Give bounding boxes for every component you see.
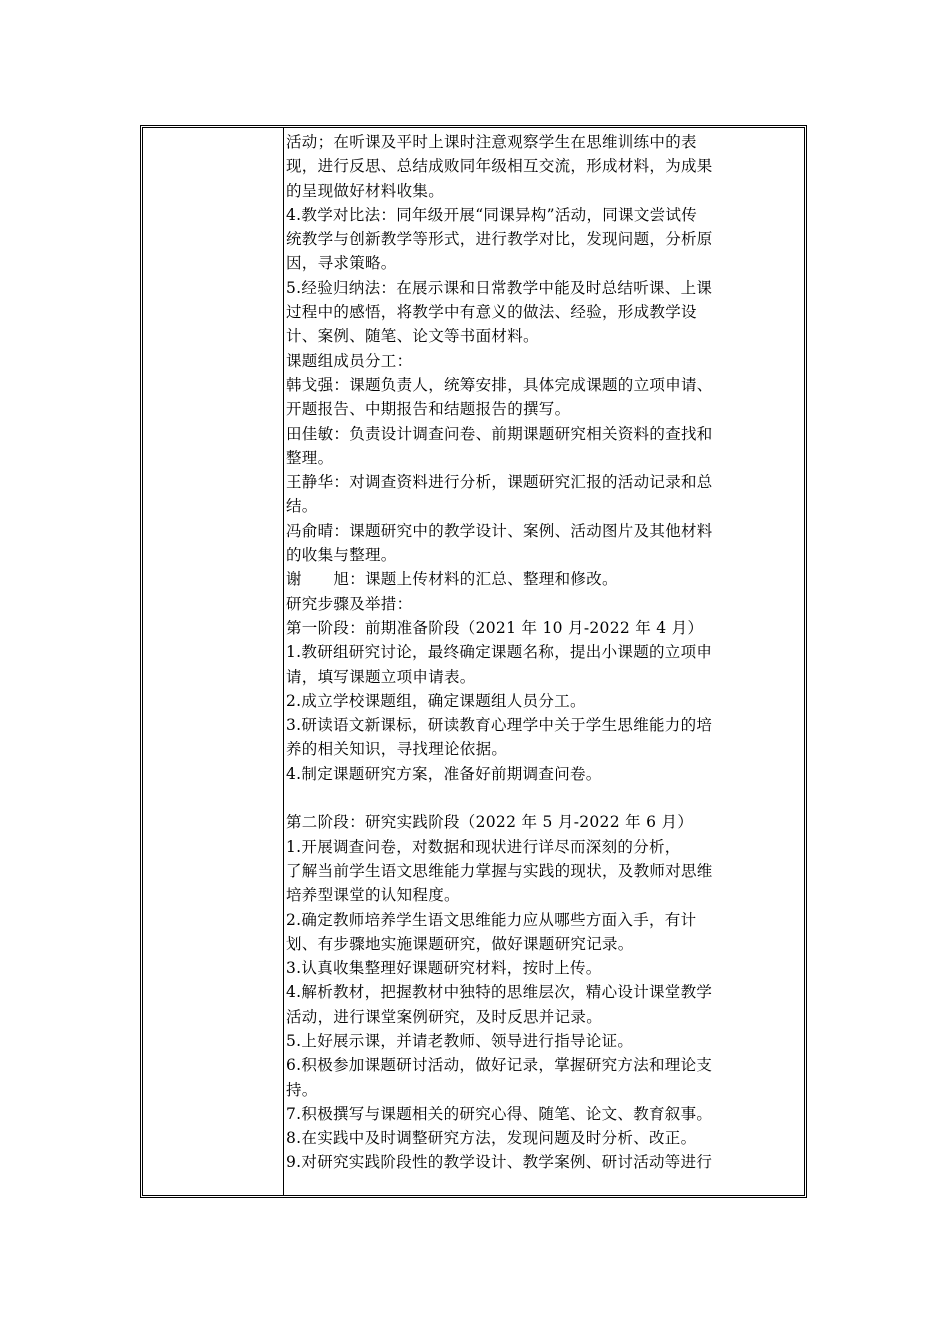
text-line: 3.认真收集整理好课题研究材料，按时上传。 [286,959,602,978]
text-line: 3.研读语文新课标，研读教育心理学中关于学生思维能力的培 [286,716,713,735]
text-line: 2.确定教师培养学生语文思维能力应从哪些方面入手，有计 [286,910,697,929]
text-line: 活动，进行课堂案例研究，及时反思并记录。 [286,1007,603,1026]
text-line: 8.在实践中及时调整研究方法，发现问题及时分析、改正。 [286,1129,697,1148]
text-line: 1.开展调查问卷，对数据和现状进行详尽而深刻的分析， [286,837,681,856]
text-line: 1.教研组研究讨论，最终确定课题名称，提出小课题的立项申 [286,643,713,662]
text-line: 6.积极参加课题研讨活动，做好记录，掌握研究方法和理论支 [286,1056,713,1075]
text-line: 谢 旭：课题上传材料的汇总、整理和修改。 [286,570,618,589]
text-line: 统教学与创新教学等形式，进行教学对比，发现问题，分析原 [286,230,713,249]
text-line: 请，填写课题立项申请表。 [286,667,476,686]
text-line: 划、有步骤地实施课题研究，做好课题研究记录。 [286,934,634,953]
text-line: 结。 [286,497,318,516]
text-line: 因，寻求策略。 [286,254,397,273]
text-line: 5.经验归纳法：在展示课和日常教学中能及时总结听课、上课 [286,278,713,297]
text-line: 的呈现做好材料收集。 [286,181,445,200]
text-line: 开题报告、中期报告和结题报告的撰写。 [286,400,571,419]
text-line: 了解当前学生语文思维能力掌握与实践的现状，及教师对思维 [286,861,713,880]
text-line: 养的相关知识，寻找理论依据。 [286,740,508,759]
text-line: 过程中的感悟，将教学中有意义的做法、经验，形成教学设 [286,303,697,322]
text-line: 整理。 [286,448,334,467]
text-line: 课题组成员分工： [286,351,413,370]
text-line: 冯俞晴：课题研究中的教学设计、案例、活动图片及其他材料 [286,521,713,540]
content-cell [284,128,804,1195]
text-line: 计、案例、随笔、论文等书面材料。 [286,327,539,346]
left-label-cell [143,128,284,1195]
text-line: 4.制定课题研究方案，准备好前期调查问卷。 [286,764,602,783]
text-line: 培养型课堂的认知程度。 [286,886,460,905]
text-line: 7.积极撰写与课题相关的研究心得、随笔、论文、教育叙事。 [286,1104,713,1123]
text-line: 5.上好展示课，并请老教师、领导进行指导论证。 [286,1031,634,1050]
text-line: 研究步骤及举措： [286,594,413,613]
text-line: 的收集与整理。 [286,546,397,565]
text-line: 韩戈强：课题负责人，统筹安排，具体完成课题的立项申请、 [286,375,713,394]
text-line: 王静华：对调查资料进行分析，课题研究汇报的活动记录和总 [286,473,713,492]
text-line: 9.对研究实践阶段性的教学设计、教学案例、研讨活动等进行 [286,1153,713,1172]
blank-line [286,786,802,810]
text-line: 第二阶段：研究实践阶段（2022 年 5 月-2022 年 6 月） [286,813,694,832]
text-line: 4.教学对比法：同年级开展“同课异构”活动，同课文尝试传 [286,205,698,224]
text-line: 2.成立学校课题组，确定课题组人员分工。 [286,691,586,710]
text-line: 活动；在听课及平时上课时注意观察学生在思维训练中的表 [286,133,697,151]
text-line: 4.解析教材，把握教材中独特的思维层次，精心设计课堂教学 [286,983,713,1002]
text-line: 持。 [286,1080,318,1099]
text-line: 第一阶段：前期准备阶段（2021 年 10 月-2022 年 4 月） [286,618,704,637]
text-line: 田佳敏：负责设计调查问卷、前期课题研究相关资料的查找和 [286,424,713,443]
text-line: 现，进行反思、总结成败同年级相互交流，形成材料，为成果 [286,157,713,176]
document-table [140,125,807,1198]
